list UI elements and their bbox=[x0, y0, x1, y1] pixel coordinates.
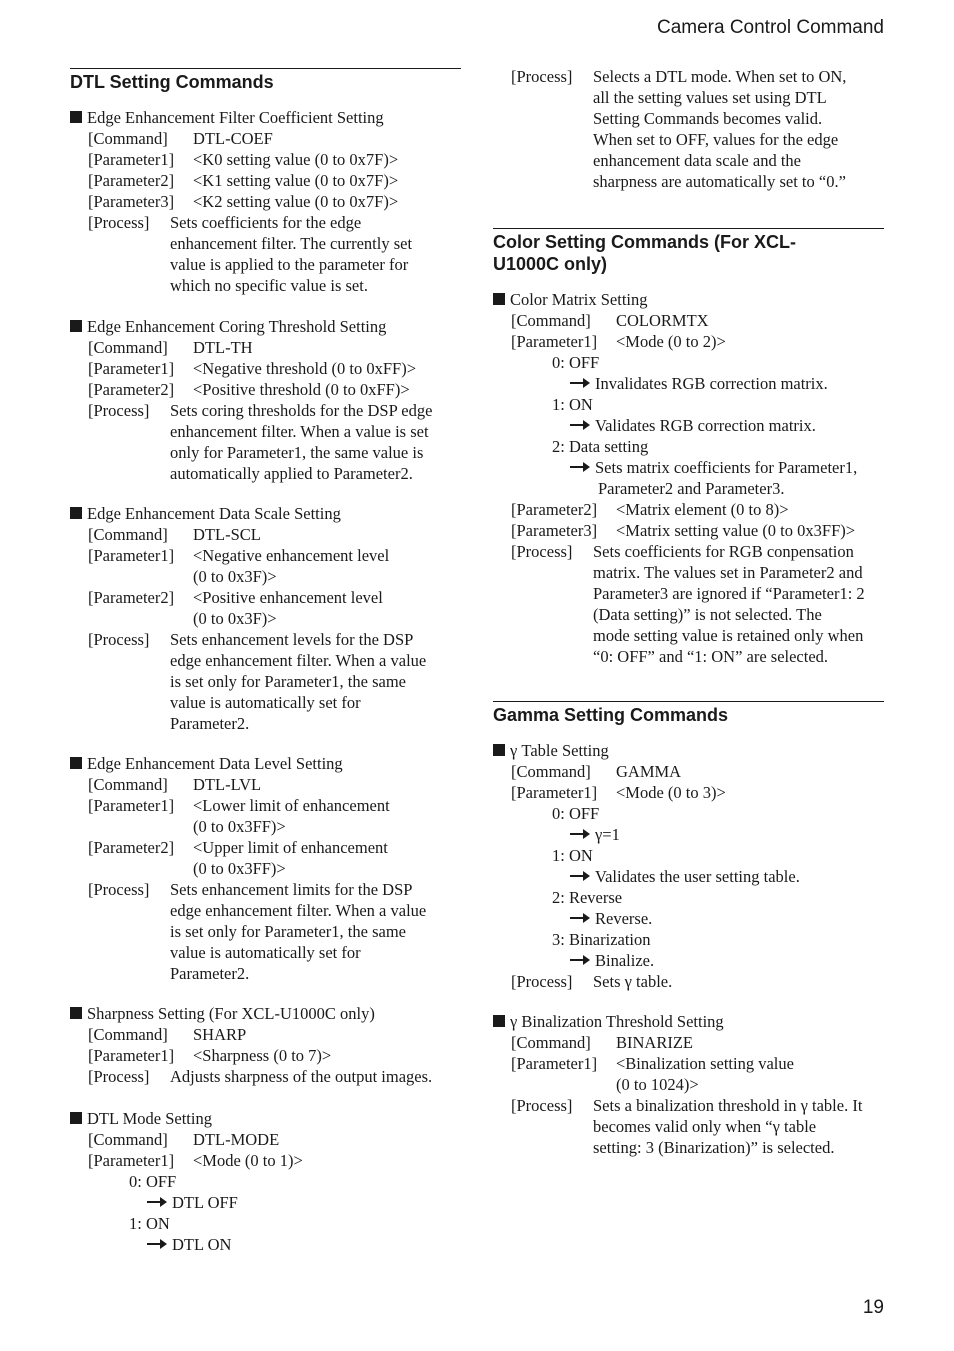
option-label: 0: OFF bbox=[552, 804, 600, 823]
command-label: [Command] bbox=[511, 762, 591, 781]
param1-value: <Mode (0 to 2)> bbox=[616, 332, 726, 351]
process-label: [Process] bbox=[88, 213, 150, 232]
entry-title: Color Matrix Setting bbox=[493, 289, 884, 310]
option-result: Binalize. bbox=[570, 950, 654, 971]
section-heading-color: Color Setting Commands (For XCL- U1000C only) bbox=[493, 228, 884, 275]
param1-label: [Parameter1] bbox=[511, 783, 598, 802]
square-bullet-icon bbox=[70, 111, 82, 123]
running-header: Camera Control Command bbox=[656, 17, 884, 38]
option-result: Invalidates RGB correction matrix. bbox=[570, 373, 828, 394]
square-bullet-icon bbox=[70, 757, 82, 769]
right-arrow-icon bbox=[570, 871, 589, 881]
process-text: Sets coefficients for the edge bbox=[170, 213, 362, 232]
option-label: 2: Reverse bbox=[552, 888, 623, 907]
param2-value: (0 to 0x3F)> bbox=[193, 609, 277, 628]
param3-label: [Parameter3] bbox=[511, 521, 598, 540]
section-heading-gamma: Gamma Setting Commands bbox=[493, 701, 884, 726]
param1-value: <Binalization setting value bbox=[616, 1054, 794, 1073]
param1-value: (0 to 1024)> bbox=[616, 1075, 699, 1094]
process-text: all the setting values set using DTL bbox=[593, 88, 827, 107]
option-result: Parameter2 and Parameter3. bbox=[598, 479, 785, 498]
command-label: [Command] bbox=[88, 1130, 168, 1149]
entry-title: DTL Mode Setting bbox=[70, 1108, 461, 1129]
process-text: Sets enhancement levels for the DSP bbox=[170, 630, 414, 649]
option-label: 3: Binarization bbox=[552, 930, 651, 949]
option-result: Validates RGB correction matrix. bbox=[570, 415, 816, 436]
square-bullet-icon bbox=[70, 1007, 82, 1019]
process-text: Setting Commands becomes valid. bbox=[593, 109, 823, 128]
entry-title: Edge Enhancement Filter Coefficient Setting bbox=[70, 107, 461, 128]
entry-dtl-th bbox=[70, 316, 461, 484]
entry-gamma bbox=[493, 740, 884, 992]
square-bullet-icon bbox=[493, 744, 505, 756]
process-text: edge enhancement filter. When a value bbox=[170, 901, 427, 920]
process-text: edge enhancement filter. When a value bbox=[170, 651, 427, 670]
param2-label: [Parameter2] bbox=[88, 380, 175, 399]
right-arrow-icon bbox=[570, 913, 589, 923]
process-text: which no specific value is set. bbox=[170, 276, 368, 295]
param1-label: [Parameter1] bbox=[88, 1151, 175, 1170]
entry-colormtx bbox=[493, 289, 884, 667]
param1-value: (0 to 0x3FF)> bbox=[193, 817, 286, 836]
command-value: COLORMTX bbox=[616, 311, 709, 330]
param2-value: <K1 setting value (0 to 0x7F)> bbox=[193, 171, 399, 190]
square-bullet-icon bbox=[70, 507, 82, 519]
param1-label: [Parameter1] bbox=[88, 150, 175, 169]
right-arrow-icon bbox=[570, 829, 589, 839]
command-label: [Command] bbox=[88, 129, 168, 148]
option-label: 0: OFF bbox=[552, 353, 600, 372]
param3-label: [Parameter3] bbox=[88, 192, 175, 211]
param3-value: <Matrix setting value (0 to 0x3FF)> bbox=[616, 521, 856, 540]
command-label: [Command] bbox=[88, 525, 168, 544]
param2-label: [Parameter2] bbox=[88, 171, 175, 190]
entry-title: Edge Enhancement Data Scale Setting bbox=[70, 503, 461, 524]
right-arrow-icon bbox=[570, 420, 589, 430]
process-label: [Process] bbox=[511, 1096, 573, 1115]
param3-value: <K2 setting value (0 to 0x7F)> bbox=[193, 192, 399, 211]
param2-label: [Parameter2] bbox=[511, 500, 598, 519]
right-arrow-icon bbox=[147, 1197, 166, 1207]
param1-label: [Parameter1] bbox=[511, 332, 598, 351]
option-result: Sets matrix coefficients for Parameter1, bbox=[570, 457, 857, 478]
entry-dtl-mode-process bbox=[493, 66, 884, 192]
process-text: enhancement filter. The currently set bbox=[170, 234, 413, 253]
process-text: Sets coefficients for RGB conpensation bbox=[593, 542, 854, 561]
param1-value: <Lower limit of enhancement bbox=[193, 796, 390, 815]
process-text: is set only for Parameter1, the same bbox=[170, 672, 406, 691]
param1-label: [Parameter1] bbox=[511, 1054, 598, 1073]
option-result: DTL ON bbox=[147, 1234, 231, 1255]
option-result: Validates the user setting table. bbox=[570, 866, 800, 887]
process-label: [Process] bbox=[88, 401, 150, 420]
process-text: value is automatically set for bbox=[170, 943, 361, 962]
process-text: Sets a binalization threshold in γ table. It bbox=[593, 1096, 863, 1115]
option-label: 1: ON bbox=[552, 846, 593, 865]
param1-label: [Parameter1] bbox=[88, 359, 175, 378]
command-label: [Command] bbox=[511, 1033, 591, 1052]
right-arrow-icon bbox=[570, 955, 589, 965]
command-value: DTL-SCL bbox=[193, 525, 261, 544]
process-text: Sets γ table. bbox=[593, 972, 673, 991]
command-label: [Command] bbox=[511, 311, 591, 330]
option-label: 1: ON bbox=[129, 1214, 170, 1233]
process-text: value is automatically set for bbox=[170, 693, 361, 712]
process-text: sharpness are automatically set to “0.” bbox=[593, 172, 846, 191]
param2-value: (0 to 0x3FF)> bbox=[193, 859, 286, 878]
square-bullet-icon bbox=[493, 293, 505, 305]
right-arrow-icon bbox=[570, 462, 589, 472]
command-value: GAMMA bbox=[616, 762, 682, 781]
process-label: [Process] bbox=[88, 1067, 150, 1086]
option-label: 1: ON bbox=[552, 395, 593, 414]
command-value: DTL-TH bbox=[193, 338, 253, 357]
param1-value: (0 to 0x3F)> bbox=[193, 567, 277, 586]
process-text: becomes valid only when “γ table bbox=[593, 1117, 817, 1136]
command-value: BINARIZE bbox=[616, 1033, 693, 1052]
process-text: Parameter2. bbox=[170, 964, 250, 983]
param1-value: <K0 setting value (0 to 0x7F)> bbox=[193, 150, 399, 169]
option-result: Reverse. bbox=[570, 908, 652, 929]
process-text: Sets coring thresholds for the DSP edge bbox=[170, 401, 433, 420]
param2-label: [Parameter2] bbox=[88, 838, 175, 857]
process-text: only for Parameter1, the same value is bbox=[170, 443, 424, 462]
process-text: enhancement filter. When a value is set bbox=[170, 422, 429, 441]
entry-dtl-coef bbox=[70, 107, 461, 296]
process-text: is set only for Parameter1, the same bbox=[170, 922, 406, 941]
square-bullet-icon bbox=[493, 1015, 505, 1027]
entry-dtl-lvl bbox=[70, 753, 461, 984]
process-label: [Process] bbox=[511, 67, 573, 86]
section-heading-dtl: DTL Setting Commands bbox=[70, 68, 461, 93]
right-arrow-icon bbox=[147, 1239, 166, 1249]
param1-value: <Negative threshold (0 to 0xFF)> bbox=[193, 359, 416, 378]
square-bullet-icon bbox=[70, 1112, 82, 1124]
command-label: [Command] bbox=[88, 338, 168, 357]
command-value: DTL-COEF bbox=[193, 129, 273, 148]
process-text: Parameter3 are ignored if “Parameter1: 2 bbox=[593, 584, 865, 603]
entry-title: Sharpness Setting (For XCL-U1000C only) bbox=[70, 1003, 461, 1024]
process-label: [Process] bbox=[511, 542, 573, 561]
process-label: [Process] bbox=[511, 972, 573, 991]
param2-value: <Matrix element (0 to 8)> bbox=[616, 500, 789, 519]
entry-dtl-mode bbox=[70, 1108, 461, 1255]
param2-label: [Parameter2] bbox=[88, 588, 175, 607]
option-label: 2: Data setting bbox=[552, 437, 649, 456]
entry-dtl-scl bbox=[70, 503, 461, 734]
param1-label: [Parameter1] bbox=[88, 546, 175, 565]
param2-value: <Positive threshold (0 to 0xFF)> bbox=[193, 380, 410, 399]
process-text: Parameter2. bbox=[170, 714, 250, 733]
process-label: [Process] bbox=[88, 630, 150, 649]
process-text: Sets enhancement limits for the DSP bbox=[170, 880, 413, 899]
option-result: γ=1 bbox=[570, 824, 620, 845]
entry-sharp bbox=[70, 1003, 461, 1087]
param1-label: [Parameter1] bbox=[88, 796, 175, 815]
process-text: (Data setting)” is not selected. The bbox=[593, 605, 822, 624]
process-text: Adjusts sharpness of the output images. bbox=[170, 1067, 433, 1086]
process-text: matrix. The values set in Parameter2 and bbox=[593, 563, 863, 582]
command-value: DTL-LVL bbox=[193, 775, 262, 794]
entry-title: γ Table Setting bbox=[493, 740, 884, 761]
process-text: mode setting value is retained only when bbox=[593, 626, 864, 645]
command-label: [Command] bbox=[88, 775, 168, 794]
process-text: automatically applied to Parameter2. bbox=[170, 464, 413, 483]
process-text: When set to OFF, values for the edge bbox=[593, 130, 839, 149]
process-text: Selects a DTL mode. When set to ON, bbox=[593, 67, 847, 86]
param1-value: <Negative enhancement level bbox=[193, 546, 390, 565]
command-value: DTL-MODE bbox=[193, 1130, 280, 1149]
param1-value: <Sharpness (0 to 7)> bbox=[193, 1046, 332, 1065]
entry-title: γ Binalization Threshold Setting bbox=[493, 1011, 884, 1032]
process-text: setting: 3 (Binarization)” is selected. bbox=[593, 1138, 835, 1157]
option-label: 0: OFF bbox=[129, 1172, 177, 1191]
process-text: value is applied to the parameter for bbox=[170, 255, 409, 274]
param2-value: <Positive enhancement level bbox=[193, 588, 383, 607]
param1-value: <Mode (0 to 3)> bbox=[616, 783, 726, 802]
process-text: enhancement data scale and the bbox=[593, 151, 801, 170]
right-arrow-icon bbox=[570, 378, 589, 388]
option-result: DTL OFF bbox=[147, 1192, 238, 1213]
process-label: [Process] bbox=[88, 880, 150, 899]
command-value: SHARP bbox=[193, 1025, 247, 1044]
entry-binarize bbox=[493, 1011, 884, 1158]
page-number: 19 bbox=[862, 1297, 884, 1318]
entry-title: Edge Enhancement Data Level Setting bbox=[70, 753, 461, 774]
param2-value: <Upper limit of enhancement bbox=[193, 838, 388, 857]
param1-label: [Parameter1] bbox=[88, 1046, 175, 1065]
entry-title: Edge Enhancement Coring Threshold Setting bbox=[70, 316, 461, 337]
param1-value: <Mode (0 to 1)> bbox=[193, 1151, 303, 1170]
process-text: “0: OFF” and “1: ON” are selected. bbox=[593, 647, 829, 666]
command-label: [Command] bbox=[88, 1025, 168, 1044]
square-bullet-icon bbox=[70, 320, 82, 332]
